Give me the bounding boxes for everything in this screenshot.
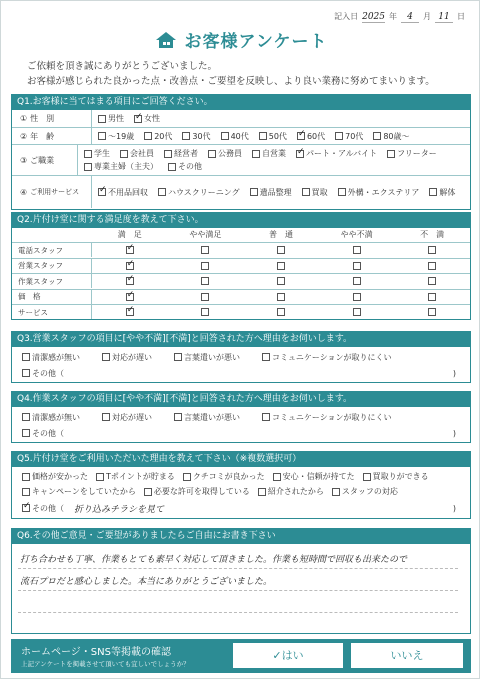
q1-options: [78, 148, 470, 172]
q1-option[interactable]: [429, 187, 455, 198]
entry-date-label: 記入日: [334, 12, 359, 21]
q2-cell: [168, 308, 244, 316]
q1-option[interactable]: [335, 131, 363, 142]
intro-line-2: お客様が感じられた良かった点・改善点・ご要望を反映し、より良い業務に努めてまいります。: [27, 76, 435, 87]
q1-option[interactable]: [221, 131, 249, 142]
checkbox[interactable]: [102, 353, 110, 361]
q5-other-option[interactable]: [22, 503, 64, 514]
checkbox[interactable]: [353, 246, 361, 254]
q2-row: [12, 304, 470, 319]
checkbox[interactable]: [22, 473, 30, 481]
q1-row-label: [12, 110, 92, 127]
q1-option[interactable]: [84, 161, 158, 172]
checkbox-label: 紹介されたから: [267, 487, 324, 496]
checkbox[interactable]: [201, 277, 209, 285]
checkbox[interactable]: [353, 308, 361, 316]
q2-cell: [168, 277, 244, 285]
q2-row-label: 営業スタッフ: [12, 259, 92, 273]
checkbox[interactable]: [126, 277, 134, 285]
checkbox[interactable]: [250, 188, 258, 196]
checkbox[interactable]: [296, 150, 304, 158]
q2-row: [12, 258, 470, 273]
q4-other-row: [12, 425, 470, 441]
checkbox-label: 60代: [306, 131, 326, 141]
intro-text: [27, 59, 435, 89]
checkbox-label: スタッフの対応: [341, 487, 398, 496]
q2-cell: [243, 262, 319, 270]
q1-box: [11, 110, 471, 210]
survey-title: [1, 27, 480, 52]
checkbox[interactable]: [183, 473, 191, 481]
q5-option[interactable]: [96, 471, 175, 482]
checkbox[interactable]: [174, 353, 182, 361]
q1-option[interactable]: [164, 148, 198, 159]
checkbox[interactable]: [102, 413, 110, 421]
checkbox-label: 買取りができる: [372, 472, 429, 481]
checkbox-label: 清潔感が無い: [32, 412, 80, 422]
q2-cell: [394, 277, 470, 285]
checkbox[interactable]: [126, 293, 134, 301]
checkbox[interactable]: [22, 353, 30, 361]
checkbox[interactable]: [302, 188, 310, 196]
entry-date: [334, 11, 465, 23]
publish-consent-sub: 上記アンケートを掲載させて頂いても宜しいでしょうか？: [21, 660, 190, 668]
publish-consent-title: ホームページ・SNS等掲載の確認: [21, 647, 171, 658]
q2-row: [12, 273, 470, 288]
q6-comment-box: [11, 544, 471, 634]
q2-column-header: やや不満: [340, 230, 373, 239]
q1-row-label: [12, 145, 78, 175]
q4-box: [11, 407, 471, 443]
checkbox[interactable]: [353, 262, 361, 270]
q4-other: [12, 428, 64, 439]
q1-row-number: ③: [20, 155, 28, 165]
checkbox-label: フリーター: [397, 149, 437, 158]
checkbox[interactable]: [144, 488, 152, 496]
q3-option[interactable]: [102, 352, 152, 363]
checkbox[interactable]: [158, 188, 166, 196]
checkbox-label: 自営業: [262, 149, 286, 158]
checkbox[interactable]: [84, 150, 92, 158]
q5-option[interactable]: [144, 486, 250, 497]
checkbox-label: その他（: [32, 503, 64, 513]
checkbox[interactable]: [332, 488, 340, 496]
q1-row-number: ②: [20, 131, 28, 141]
checkbox[interactable]: [144, 132, 152, 140]
checkbox[interactable]: [208, 150, 216, 158]
month-unit: 月: [423, 12, 431, 21]
checkbox[interactable]: [428, 246, 436, 254]
checkbox[interactable]: [252, 150, 260, 158]
checkbox-label: その他（: [32, 368, 64, 378]
q2-cell: [92, 293, 168, 301]
q2-row-label: 価 格: [12, 290, 92, 304]
q1-row-number: ④: [20, 187, 28, 197]
q2-cell: [319, 246, 395, 254]
checkbox[interactable]: [164, 150, 172, 158]
consent-no-option[interactable]: いいえ: [351, 643, 463, 668]
checkbox[interactable]: [201, 246, 209, 254]
checkbox[interactable]: [277, 262, 285, 270]
entry-year: 2025: [362, 12, 385, 22]
checkbox-label: 50代: [268, 131, 287, 141]
q2-cell: [394, 308, 470, 316]
checkbox-label: 安心・信頼が持てた: [282, 472, 355, 481]
checkbox-label: 言葉遣いが悪い: [184, 412, 240, 422]
close-paren: ): [452, 368, 456, 378]
checkbox[interactable]: [126, 262, 134, 270]
q1-option[interactable]: [373, 131, 409, 142]
q5-options-row: [12, 469, 470, 484]
q1-option[interactable]: [120, 148, 154, 159]
q4-options: [12, 412, 392, 423]
checkbox-label: 遺品整理: [259, 187, 292, 197]
q2-cell: [168, 262, 244, 270]
q1-option[interactable]: [158, 187, 240, 198]
checkbox[interactable]: [387, 150, 395, 158]
consent-yes-option[interactable]: ✓はい: [233, 643, 343, 668]
q1-option[interactable]: [208, 148, 242, 159]
entry-month: 4: [401, 12, 419, 23]
checkbox[interactable]: [221, 132, 229, 140]
q5-option[interactable]: [363, 471, 429, 482]
q2-cell: [243, 246, 319, 254]
q5-option[interactable]: [273, 471, 355, 482]
checkbox-label: 対応が遅い: [112, 412, 152, 422]
entry-day: 11: [435, 12, 453, 23]
q1-row: [12, 175, 470, 208]
checkbox[interactable]: [277, 277, 285, 285]
checkbox-label: 学生: [94, 149, 110, 158]
page-title: お客様アンケート: [184, 32, 328, 52]
checkbox[interactable]: [182, 132, 190, 140]
checkbox-label: 公務員: [218, 149, 242, 158]
checkbox[interactable]: [262, 413, 270, 421]
q5-option[interactable]: [258, 486, 324, 497]
q1-option[interactable]: [98, 187, 148, 198]
checkbox-label: 買取: [311, 187, 328, 197]
checkbox[interactable]: [373, 132, 381, 140]
q2-row-label: 電話スタッフ: [12, 243, 92, 257]
checkbox-label: 〜19歳: [108, 131, 135, 141]
checkbox[interactable]: [22, 488, 30, 496]
checkbox[interactable]: [428, 308, 436, 316]
comment-rule: [18, 612, 458, 613]
q1-option[interactable]: [182, 131, 210, 142]
q1-option[interactable]: [302, 187, 328, 198]
q2-cell: [243, 293, 319, 301]
checkbox-label: その他（: [32, 428, 64, 438]
q1-row: [12, 127, 470, 144]
q1-option[interactable]: [250, 187, 292, 198]
q5-options: [12, 486, 398, 497]
intro-line-1: ご依頼を頂き誠にありがとうございました。: [27, 61, 218, 72]
q1-options: [92, 187, 455, 198]
q2-cell: [92, 277, 168, 285]
checkbox-label: キャンペーンをしていたから: [32, 487, 136, 496]
close-paren: ): [452, 428, 456, 438]
checkbox[interactable]: [22, 504, 30, 512]
checkbox[interactable]: [353, 277, 361, 285]
q2-cell: [394, 262, 470, 270]
q4-option[interactable]: [174, 412, 240, 423]
q1-options: [92, 113, 160, 124]
checkbox[interactable]: [429, 188, 437, 196]
q4-option[interactable]: [262, 412, 392, 423]
q3-options: [12, 352, 392, 363]
q2-cell: [92, 262, 168, 270]
q5-options-row: [12, 484, 470, 499]
checkbox[interactable]: [428, 262, 436, 270]
q5-other-row: [12, 500, 470, 516]
checkbox[interactable]: [134, 115, 142, 123]
checkbox-label: 対応が遅い: [112, 352, 152, 362]
q1-option[interactable]: [168, 161, 202, 172]
checkbox[interactable]: [120, 150, 128, 158]
q1-option[interactable]: [134, 113, 160, 124]
q2-cell: [394, 246, 470, 254]
checkbox[interactable]: [201, 293, 209, 301]
q2-satisfaction-table: [11, 228, 471, 320]
q3-options-row: [12, 349, 470, 365]
comment-rule: [18, 590, 458, 591]
q2-column-headers: [12, 228, 470, 242]
checkbox-label: 男性: [108, 114, 124, 123]
checkbox[interactable]: [22, 369, 30, 377]
checkbox[interactable]: [168, 163, 176, 171]
q3-other-option[interactable]: [22, 368, 64, 379]
q4-option[interactable]: [22, 412, 80, 423]
checkbox[interactable]: [277, 293, 285, 301]
q1-option[interactable]: [144, 131, 172, 142]
checkbox-label: 30代: [192, 131, 211, 141]
q2-column-header: 不 満: [420, 230, 445, 239]
checkbox[interactable]: [277, 308, 285, 316]
checkbox[interactable]: [201, 308, 209, 316]
checkbox[interactable]: [353, 293, 361, 301]
q1-option[interactable]: [252, 148, 286, 159]
q1-option[interactable]: [338, 187, 420, 198]
checkbox[interactable]: [22, 429, 30, 437]
checkbox-label: 外構・エクステリア: [347, 187, 420, 197]
q5-option[interactable]: [22, 486, 136, 497]
q2-row: [12, 242, 470, 257]
q1-option[interactable]: [296, 148, 377, 159]
checkbox-label: ハウスクリーニング: [168, 187, 240, 197]
q2-cell: [243, 308, 319, 316]
checkbox[interactable]: [259, 132, 267, 140]
q2-cell: [319, 308, 395, 316]
checkbox-label: 清潔感が無い: [32, 352, 80, 362]
q3-box: [11, 347, 471, 383]
q5-option[interactable]: [183, 471, 265, 482]
q5-header: Q5.片付け堂をご利用いただいた理由を教えて下さい（※複数選択可）: [11, 451, 471, 467]
checkbox[interactable]: [98, 188, 106, 196]
q3-option[interactable]: [22, 352, 80, 363]
checkbox[interactable]: [338, 188, 346, 196]
checkbox[interactable]: [174, 413, 182, 421]
q2-header: Q2.片付け堂に関する満足度を教えて下さい。: [11, 212, 471, 228]
year-unit: 年: [389, 12, 397, 21]
q2-column-header: やや満足: [189, 230, 222, 239]
comment-rule: [18, 568, 458, 569]
q3-header: Q3.営業スタッフの項目に[やや不満][不満]と回答された方へ理由をお伺いします。: [11, 331, 471, 347]
checkbox-label: 40代: [230, 131, 249, 141]
checkbox[interactable]: [201, 262, 209, 270]
checkbox-label: 必要な許可を取得している: [153, 487, 250, 496]
q1-row: [12, 144, 470, 175]
checkbox[interactable]: [363, 473, 371, 481]
house-logo-icon: [155, 31, 177, 49]
q5-other: [12, 502, 164, 515]
q2-cell: [319, 293, 395, 301]
q3-other-row: [12, 365, 470, 381]
q1-option[interactable]: [98, 113, 124, 124]
q1-option[interactable]: [259, 131, 287, 142]
q1-option[interactable]: [297, 131, 325, 142]
q4-header: Q4.作業スタッフの項目に[やや不満][不満]と回答された方へ理由をお伺いします。: [11, 391, 471, 407]
checkbox[interactable]: [335, 132, 343, 140]
q2-row-label: 作業スタッフ: [12, 274, 92, 288]
q4-options-row: [12, 409, 470, 425]
publish-consent: [11, 639, 471, 673]
checkbox[interactable]: [297, 132, 305, 140]
checkbox-label: コミュニケーションが取りにくい: [272, 412, 392, 422]
checkbox[interactable]: [277, 246, 285, 254]
checkbox[interactable]: [96, 473, 104, 481]
q4-other-option[interactable]: [22, 428, 64, 439]
q2-cell: [92, 308, 168, 316]
q2-cell: [168, 246, 244, 254]
checkbox-label: 経営者: [174, 149, 198, 158]
q5-other-text: 折り込みチラシを見て: [74, 504, 165, 515]
checkbox[interactable]: [98, 115, 106, 123]
checkbox[interactable]: [126, 246, 134, 254]
q5-option[interactable]: [332, 486, 398, 497]
q4-option[interactable]: [102, 412, 152, 423]
checkbox[interactable]: [428, 293, 436, 301]
checkbox-label: その他: [178, 162, 202, 171]
q1-options: [92, 131, 410, 142]
checkbox-label: Tポイントが貯まる: [106, 472, 175, 481]
q2-column-header: 満 足: [117, 230, 142, 239]
q2-column-header: 普 通: [268, 230, 293, 239]
q1-row-title: 性 別: [30, 114, 55, 123]
q5-option[interactable]: [22, 471, 88, 482]
q1-row-number: ①: [20, 114, 28, 123]
q1-option[interactable]: [84, 148, 110, 159]
q2-row-label: サービス: [12, 305, 92, 319]
checkbox-label: 不用品回収: [108, 187, 148, 197]
q2-row: [12, 289, 470, 304]
checkbox-label: コミュニケーションが取りにくい: [272, 352, 392, 362]
checkbox-label: クチコミが良かった: [192, 472, 265, 481]
q2-cell: [243, 277, 319, 285]
checkbox[interactable]: [22, 413, 30, 421]
q5-options: [12, 471, 429, 482]
q1-row-title: 年 齢: [30, 131, 55, 141]
close-paren: ): [452, 503, 456, 513]
comment-line-2: 流石プロだと感心しました。本当にありがとうございました。: [20, 577, 273, 587]
checkbox-label: 解体: [439, 187, 456, 197]
checkbox[interactable]: [428, 277, 436, 285]
checkbox[interactable]: [84, 163, 92, 171]
q1-row-label: [12, 176, 92, 208]
checkbox[interactable]: [98, 132, 106, 140]
q6-header: Q6.その他ご意見・ご要望がありましたらご自由にお書き下さい: [11, 528, 471, 544]
checkbox-label: 70代: [345, 131, 364, 141]
checkbox[interactable]: [258, 488, 266, 496]
q1-row: [12, 110, 470, 127]
checkbox[interactable]: [126, 308, 134, 316]
q2-cell: [319, 277, 395, 285]
checkbox-label: 価格が安かった: [32, 472, 88, 481]
q2-cell: [319, 262, 395, 270]
q1-row-title: ご職業: [30, 155, 55, 165]
q2-cell: [394, 293, 470, 301]
checkbox-label: 言葉遣いが悪い: [184, 352, 240, 362]
q1-header: Q1.お客様に当てはまる項目にご回答ください。: [11, 94, 471, 110]
checkbox-label: 20代: [154, 131, 173, 141]
checkbox-label: 会社員: [130, 149, 154, 158]
q3-option[interactable]: [174, 352, 240, 363]
checkbox-label: パート・アルバイト: [306, 149, 378, 158]
day-unit: 日: [457, 12, 465, 21]
q1-option[interactable]: [98, 131, 134, 142]
checkbox[interactable]: [262, 353, 270, 361]
q3-other: [12, 368, 64, 379]
checkbox-label: 80歳〜: [383, 131, 410, 141]
checkbox-label: 専業主婦（主夫）: [94, 162, 158, 171]
comment-line-1: 打ち合わせも丁寧、作業もとても素早く対応して頂きました。作業も短時間で回収も出来たので: [20, 555, 408, 565]
checkbox[interactable]: [273, 473, 281, 481]
q1-row-title: ご利用サービス: [30, 188, 80, 196]
q2-cell: [92, 246, 168, 254]
q5-box: [11, 467, 471, 519]
checkbox-label: 女性: [144, 114, 160, 123]
q2-corner: [12, 228, 92, 242]
q1-row-label: [12, 128, 92, 144]
q1-option[interactable]: [387, 148, 437, 159]
q2-cell: [168, 293, 244, 301]
q3-option[interactable]: [262, 352, 392, 363]
